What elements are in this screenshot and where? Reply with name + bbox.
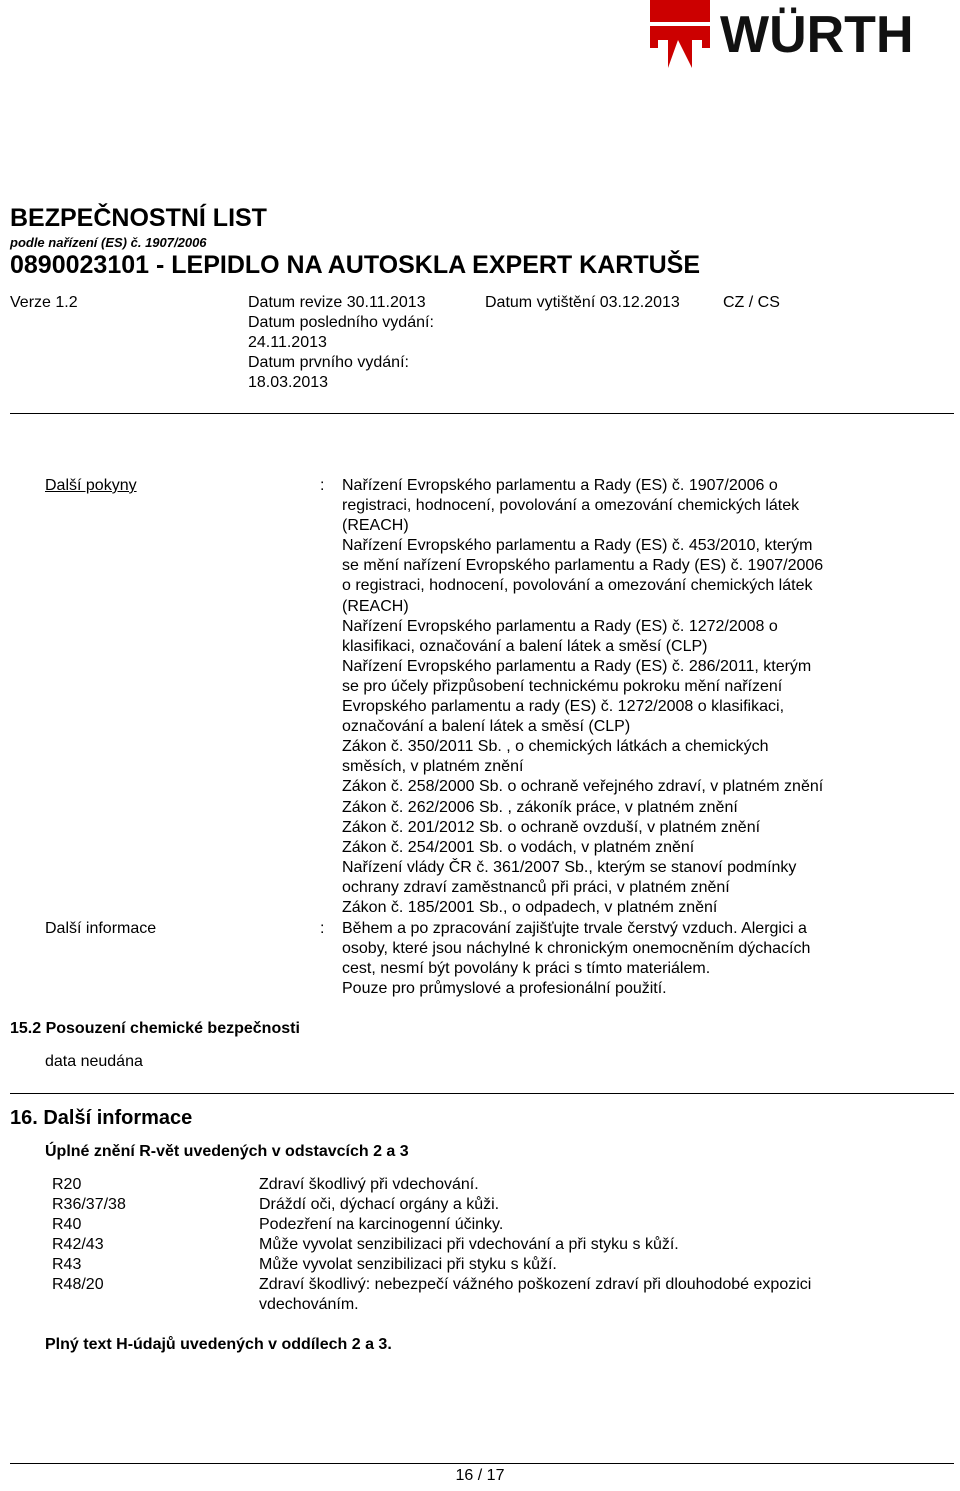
version: Verze 1.2 [10,294,78,311]
text-line: Zákon č. 201/2012 Sb. o ochraně ovzduší, v platném znění [342,818,761,836]
r-phrase-text: Podezření na karcinogenní účinky. [259,1216,504,1233]
further-instructions-label: Další pokyny [45,477,137,494]
section16-heading: 16. Další informace [10,1107,193,1129]
last-issue-label: Datum posledního vydání: [248,314,434,331]
text-line: cest, nesmí být povolány k práci s tímto materiálem. [342,960,711,978]
r-phrase-code: R48/20 [52,1276,104,1293]
document-title: BEZPEČNOSTNÍ LIST [10,204,267,232]
r-phrases-heading: Úplné znění R-vět uvedených v odstavcích 2 a 3 [45,1143,409,1160]
text-line: Nařízení Evropského parlamentu a Rady (ES) č. 286/2011, kterým [342,657,812,675]
locale: CZ / CS [723,294,780,311]
text-line: směsích, v platném znění [342,758,524,776]
text-line: Nařízení Evropského parlamentu a Rady (ES) č. 453/2010, kterým [342,537,813,555]
r-phrase-code: R20 [52,1176,82,1193]
r-phrase-text: Dráždí oči, dýchací orgány a kůži. [259,1196,500,1213]
text-line: Nařízení vlády ČR č. 361/2007 Sb., kterým se stanoví podmínky [342,858,797,876]
r-phrase-text-continued: vdechováním. [259,1296,359,1313]
section-divider [10,1093,954,1094]
text-line: Evropského parlamentu a rady (ES) č. 1272/2008 o klasifikaci, [342,698,785,716]
first-issue-label: Datum prvního vydání: [248,354,409,371]
text-line: Zákon č. 262/2006 Sb. , zákoník práce, v platném znění [342,798,738,816]
text-line: Nařízení Evropského parlamentu a Rady (ES) č. 1272/2008 o [342,617,778,635]
first-issue-date: 18.03.2013 [248,374,329,391]
last-issue-date: 24.11.2013 [248,334,327,351]
h-statements-heading: Plný text H-údajů uvedených v oddílech 2 a 3. [45,1336,392,1353]
r-phrase-code: R36/37/38 [52,1196,126,1213]
revision-date: Datum revize 30.11.2013 [248,294,426,311]
text-line: osoby, které jsou náchylné k chronickým onemocněním dýchacích [342,940,811,958]
text-line: klasifikaci, označování a balení látek a směsí (CLP) [342,637,708,655]
text-line: (REACH) [342,517,409,535]
r-phrase-text: Zdraví škodlivý při vdechování. [259,1176,479,1193]
print-date: Datum vytištění 03.12.2013 [485,294,680,311]
r-phrase-code: R42/43 [52,1236,104,1253]
footer-divider [10,1463,954,1464]
regulation-subtitle: podle nařízení (ES) č. 1907/2006 [10,235,207,250]
header-divider [10,413,954,414]
text-line: Zákon č. 185/2001 Sb., o odpadech, v platném znění [342,898,718,916]
csa-heading: 15.2 Posouzení chemické bezpečnosti [10,1020,300,1037]
further-instructions-text [342,476,902,918]
csa-text: data neudána [45,1053,143,1070]
logo-text: WÜRTH [720,6,914,64]
wurth-logo-mark [648,0,960,70]
text-line: se pro účely přizpůsobení technickému pokroku mění nařízení [342,677,783,695]
colon: : [320,477,325,494]
text-line: označování a balení látek a směsí (CLP) [342,718,631,736]
text-line: Zákon č. 350/2011 Sb. , o chemických látkách a chemických [342,738,769,756]
product-title: 0890023101 - LEPIDLO NA AUTOSKLA EXPERT KARTUŠE [10,251,700,279]
r-phrase-code: R40 [52,1216,82,1233]
text-line: Nařízení Evropského parlamentu a Rady (ES) č. 1907/2006 o [342,477,778,494]
text-line: ochrany zdraví zaměstnanců při práci, v platném znění [342,878,730,896]
further-info-text [342,919,902,999]
page-number: 16 / 17 [455,1467,505,1484]
text-line: (REACH) [342,597,409,615]
text-line: Pouze pro průmyslové a profesionální použití. [342,980,667,998]
wurth-logo [648,0,960,70]
r-phrase-text: Může vyvolat senzibilizaci při styku s kůží. [259,1256,557,1273]
further-info-label: Další informace [45,920,157,937]
r-phrase-code: R43 [52,1256,82,1273]
colon: : [320,920,325,937]
text-line: Zákon č. 258/2000 Sb. o ochraně veřejného zdraví, v platném znění [342,778,824,796]
text-line: Během a po zpracování zajišťujte trvale čerstvý vzduch. Alergici a [342,920,807,937]
text-line: Zákon č. 254/2001 Sb. o vodách, v platném znění [342,838,695,856]
text-line: registraci, hodnocení, povolování a omezování chemických látek [342,497,800,515]
r-phrase-text: Zdraví škodlivý: nebezpečí vážného poškození zdraví při dlouhodobé expozici [259,1276,812,1293]
text-line: se mění nařízení Evropského parlamentu a Rady (ES) č. 1907/2006 [342,557,824,575]
r-phrase-text: Může vyvolat senzibilizaci při vdechování a při styku s kůží. [259,1236,679,1253]
text-line: o registraci, hodnocení, povolování a omezování chemických látek [342,577,813,595]
